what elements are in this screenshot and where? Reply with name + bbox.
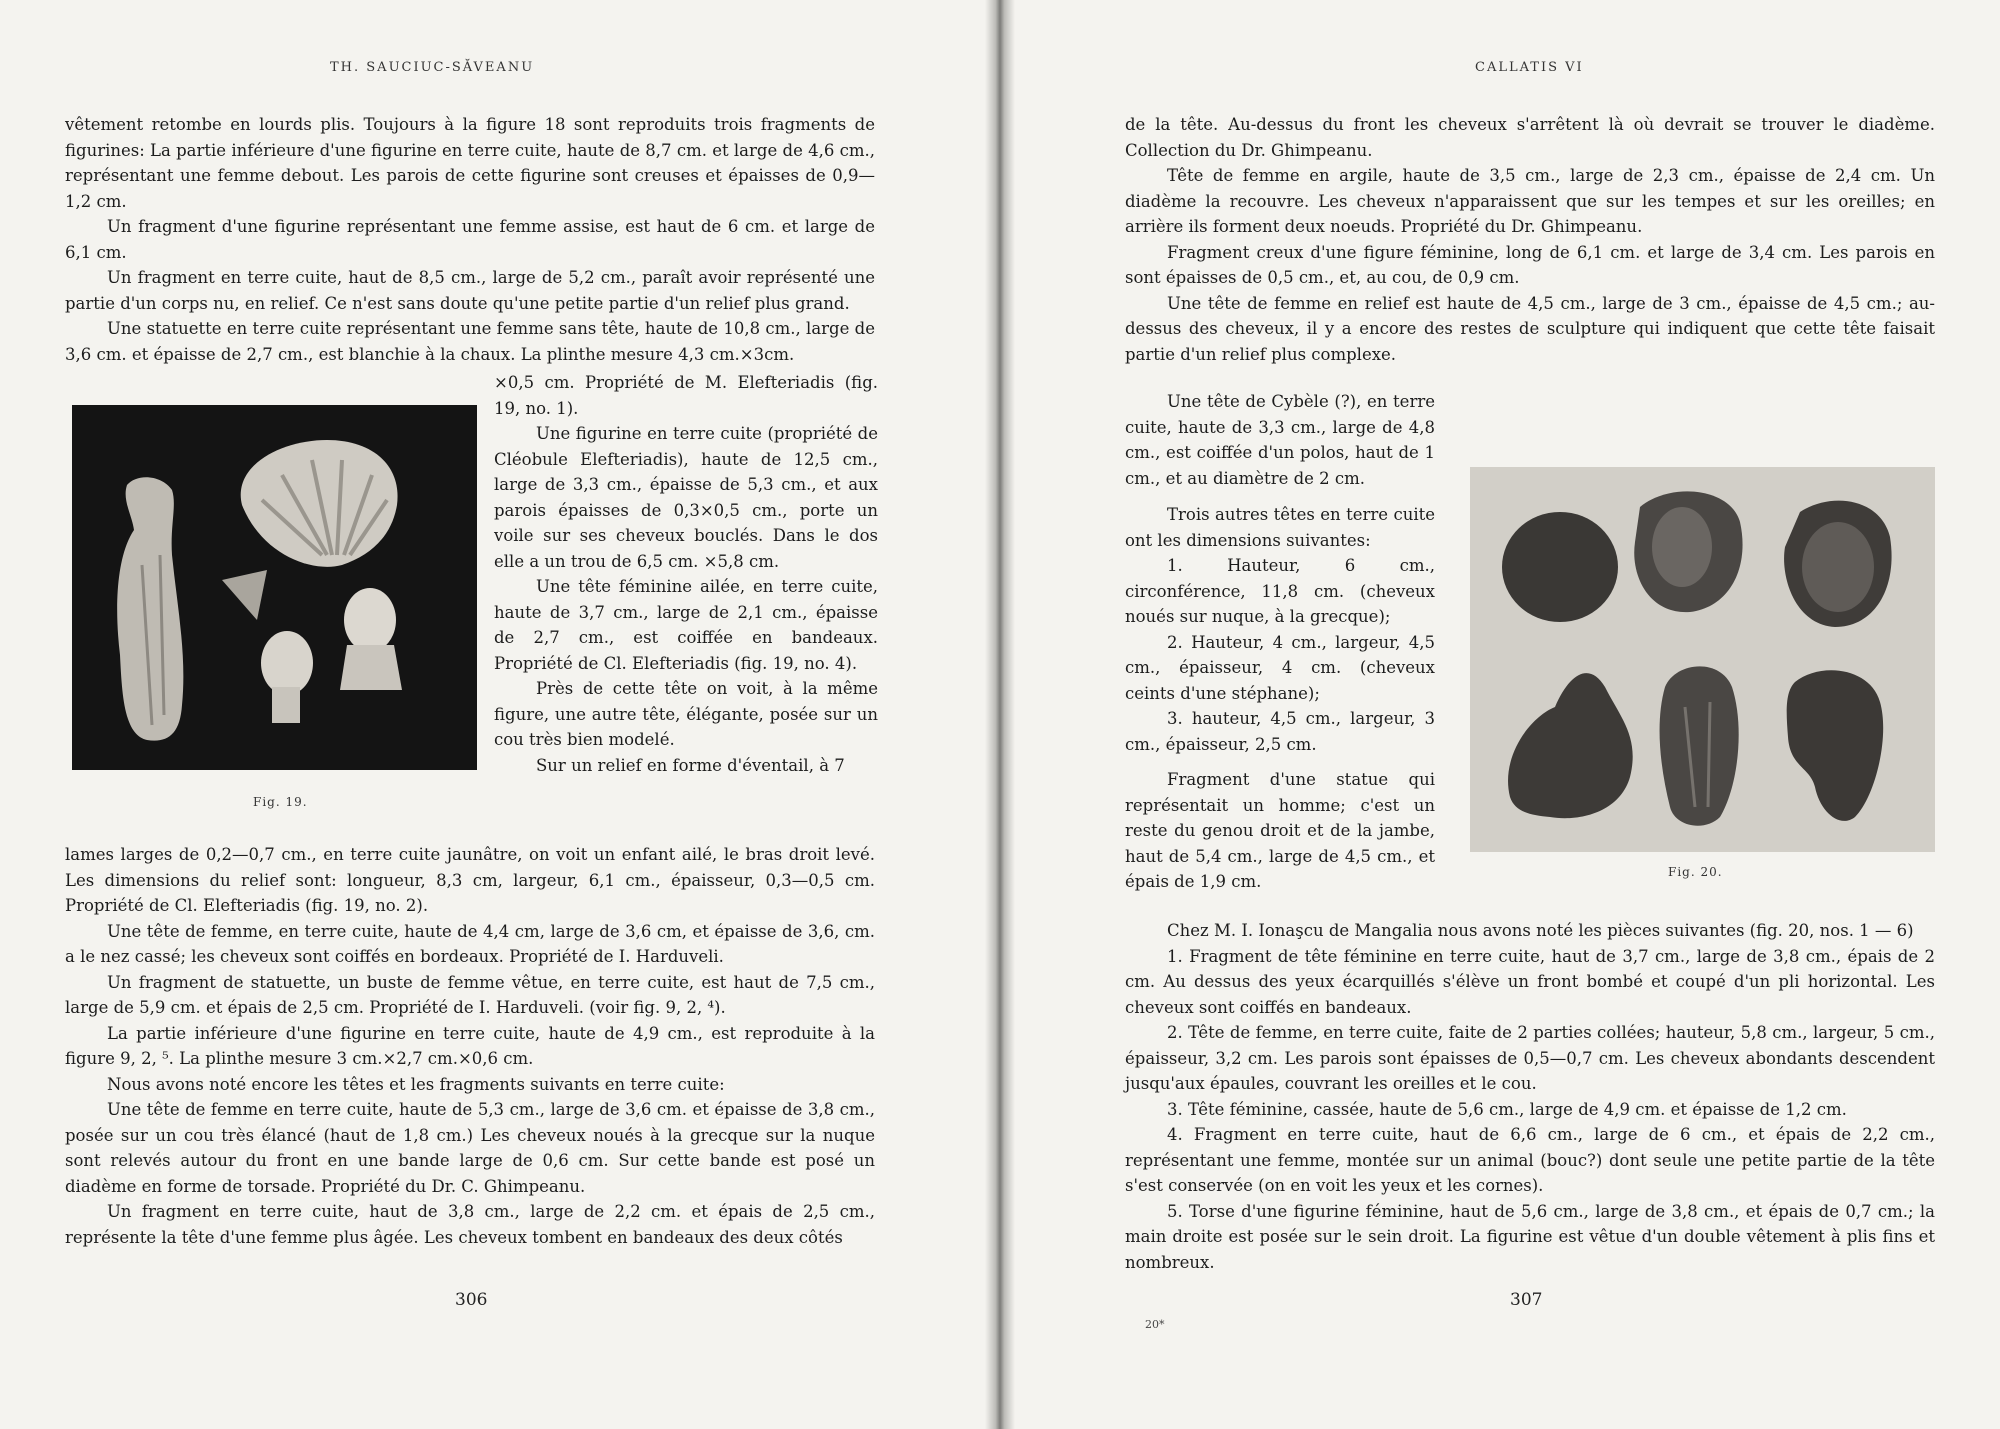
paragraph: Une tête de femme en relief est haute de 4,5 cm., large de 3 cm., épaisse de 4,5 cm.; au-dessus des cheveux, il y a encore des restes de sculpture qui indiquent que cette tête faisait partie d'un relief plus complexe.: [1125, 293, 1935, 364]
right-top-text: [1125, 112, 1935, 491]
paragraph: 1. Fragment de tête féminine en terre cuite, haut de 3,7 cm., large de 3,8 cm., épais de 2 cm. Au dessus des yeux écarquillés s'élève un front bombé et coupé d'un pli horizontal. Les cheveux sont coiffés en bandeaux.: [1125, 946, 1935, 1017]
left-side-text: [494, 370, 878, 778]
left-running-head: TH. SAUCIUC-SĂVEANU: [330, 60, 535, 75]
paragraph: Fragment creux d'une figure féminine, long de 6,1 cm. et large de 3,4 cm. Les parois en sont épaisses de 0,5 cm., et, au cou, de 0,9 cm.: [1125, 242, 1935, 287]
paragraph: Sur un relief en forme d'éventail, à 7: [536, 755, 845, 775]
right-side-text: [1125, 502, 1435, 895]
paragraph: Une figurine en terre cuite (propriété de Cléobule Elefteriadis), haute de 12,5 cm., large de 3,3 cm., épaisse de 5,3 cm., et aux parois épaisses de 0,3×0,5 cm., porte un voile sur ses cheveux bouclés. Dans le dos elle a un trou de 6,5 cm. ×5,8 cm.: [494, 424, 878, 571]
left-page-number: 306: [455, 1290, 488, 1310]
paragraph: de la tête. Au-dessus du front les cheveux s'arrêtent là où devrait se trouver le diadème. Collection du Dr. Ghimpeanu.: [1125, 115, 1935, 160]
right-page-number: 307: [1510, 1290, 1543, 1310]
paragraph: Un fragment d'une figurine représentant une femme assise, est haut de 6 cm. et large de 6,1 cm.: [65, 217, 875, 262]
paragraph: Un fragment en terre cuite, haut de 3,8 cm., large de 2,2 cm. et épais de 2,5 cm., représente la tête d'une femme plus âgée. Les cheveux tombent en bandeaux des deux côtés: [65, 1202, 875, 1247]
paragraph: 3. hauteur, 4,5 cm., largeur, 3 cm., épaisseur, 2,5 cm.: [1125, 709, 1435, 754]
paragraph: ×0,5 cm. Propriété de M. Elefteriadis (fig. 19, no. 1).: [494, 373, 878, 418]
paragraph: Un fragment de statuette, un buste de femme vêtue, en terre cuite, est haut de 7,5 cm., large de 5,9 cm. et épais de 2,5 cm. Propriété de I. Harduveli. (voir fig. 9, 2, ⁴).: [65, 972, 875, 1017]
paragraph: 3. Tête féminine, cassée, haute de 5,6 cm., large de 4,9 cm. et épaisse de 1,2 cm.: [1167, 1099, 1847, 1119]
paragraph: 5. Torse d'une figurine féminine, haut de 5,6 cm., large de 3,8 cm., et épais de 0,7 cm.; la main droite est posée sur le sein droit. La figurine est vêtue d'un double vêtement à plis fins et nombreux.: [1125, 1201, 1935, 1272]
right-bottom-text: [1125, 918, 1935, 1275]
signature-mark: 20*: [1145, 1318, 1165, 1331]
left-top-text: [65, 112, 875, 367]
paragraph: Une tête de femme, en terre cuite, haute de 4,4 cm, large de 3,6 cm, et épaisse de 3,6, cm. a le nez cassé; les cheveux sont coiffés en bordeaux. Propriété de I. Harduveli.: [65, 921, 875, 966]
figure-20-photo: [1470, 467, 1935, 852]
paragraph: Une tête de femme en terre cuite, haute de 5,3 cm., large de 3,6 cm. et épaisse de 3,8 cm., posée sur un cou très élancé (haut de 1,8 cm.) Les cheveux noués à la grecque sur la nuque sont relevés autour du front en une bande large de 0,6 cm. Sur cette bande est posé un diadème en forme de torsade. Propriété du Dr. C. Ghimpeanu.: [65, 1100, 875, 1196]
paragraph: lames larges de 0,2—0,7 cm., en terre cuite jaunâtre, on voit un enfant ailé, le bras droit levé. Les dimensions du relief sont: longueur, 8,3 cm, largeur, 6,1 cm., épaisseur, 0,3—0,5 cm. Propriété de Cl. Elefteriadis (fig. 19, no. 2).: [65, 845, 875, 915]
paragraph: Un fragment en terre cuite, haut de 8,5 cm., large de 5,2 cm., paraît avoir représenté une partie d'un corps nu, en relief. Ce n'est sans doute qu'une petite partie d'un relief plus grand.: [65, 268, 875, 313]
terracotta-fragments-photo: [72, 405, 477, 770]
paragraph: 2. Hauteur, 4 cm., largeur, 4,5 cm., épaisseur, 4 cm. (cheveux ceints d'une stéphane);: [1125, 632, 1435, 703]
terracotta-heads-photo: [1470, 467, 1935, 852]
paragraph: Tête de femme en argile, haute de 3,5 cm., large de 2,3 cm., épaisse de 2,4 cm. Un diadème la recouvre. Les cheveux n'apparaissent que sur les tempes et sur les oreilles; en arrière ils forment deux noeuds. Propriété du Dr. Ghimpeanu.: [1125, 166, 1935, 236]
figure-20-caption: Fig. 20.: [1668, 865, 1723, 879]
paragraph: 1. Hauteur, 6 cm., circonférence, 11,8 cm. (cheveux noués sur nuque, à la grecque);: [1125, 556, 1435, 626]
paragraph: Nous avons noté encore les têtes et les fragments suivants en terre cuite:: [107, 1074, 725, 1094]
paragraph: 2. Tête de femme, en terre cuite, faite de 2 parties collées; hauteur, 5,8 cm., largeur, 5 cm., épaisseur, 3,2 cm. Les parois sont épaisses de 0,5—0,7 cm. Les cheveux abondants descendent jusqu'aux épaules, couvrant les oreilles et le cou.: [1125, 1023, 1935, 1093]
right-page: [1000, 0, 2000, 1429]
paragraph: Fragment d'une statue qui représentait un homme; c'est un reste du genou droit et de la jambe, haut de 5,4 cm., large de 4,5 cm., et épais de 1,9 cm.: [1125, 770, 1435, 891]
paragraph: Chez M. I. Ionaşcu de Mangalia nous avons noté les pièces suivantes (fig. 20, nos. 1 — 6): [1167, 921, 1914, 940]
paragraph: La partie inférieure d'une figurine en terre cuite, haute de 4,9 cm., est reproduite à la figure 9, 2, ⁵. La plinthe mesure 3 cm.×2,7 cm.×0,6 cm.: [65, 1023, 875, 1068]
paragraph: Trois autres têtes en terre cuite ont les dimensions suivantes:: [1125, 505, 1435, 550]
right-running-head: CALLATIS VI: [1475, 60, 1584, 75]
paragraph: Une statuette en terre cuite représentant une femme sans tête, haute de 10,8 cm., large de 3,6 cm. et épaisse de 2,7 cm., est blanchie à la chaux. La plinthe mesure 4,3 cm.×3cm.: [65, 319, 875, 364]
left-bottom-text: [65, 842, 875, 1250]
figure-19-photo: [72, 405, 477, 770]
paragraph: 4. Fragment en terre cuite, haut de 6,6 cm., large de 6 cm., et épais de 2,2 cm., représentant une femme, montée sur un animal (bouc?) dont seule une petite partie de la tête s'est conservée (on en voit les yeux et les cornes).: [1125, 1125, 1935, 1195]
figure-19-caption: Fig. 19.: [253, 795, 308, 809]
paragraph: Près de cette tête on voit, à la même figure, une autre tête, élégante, posée sur un cou très bien modelé.: [494, 679, 878, 749]
book-gutter: [985, 0, 1015, 1429]
paragraph: Une tête de Cybèle (?), en terre cuite, haute de 3,3 cm., large de 4,8 cm., est coiffée d'un polos, haut de 1 cm., et au diamètre de 2 cm.: [1125, 392, 1435, 488]
paragraph: Une tête féminine ailée, en terre cuite, haute de 3,7 cm., large de 2,1 cm., épaisse de 2,7 cm., est coiffée en bandeaux. Propriété de Cl. Elefteriadis (fig. 19, no. 4).: [494, 577, 878, 673]
paragraph: vêtement retombe en lourds plis. Toujours à la figure 18 sont reproduits trois fragments de figurines: La partie inférieure d'une figurine en terre cuite, haute de 8,7 cm. et large de 4,6 cm., représentant une femme debout. Les parois de cette figurine sont creuses et épaisses de 0,9—1,2 cm.: [65, 115, 875, 211]
